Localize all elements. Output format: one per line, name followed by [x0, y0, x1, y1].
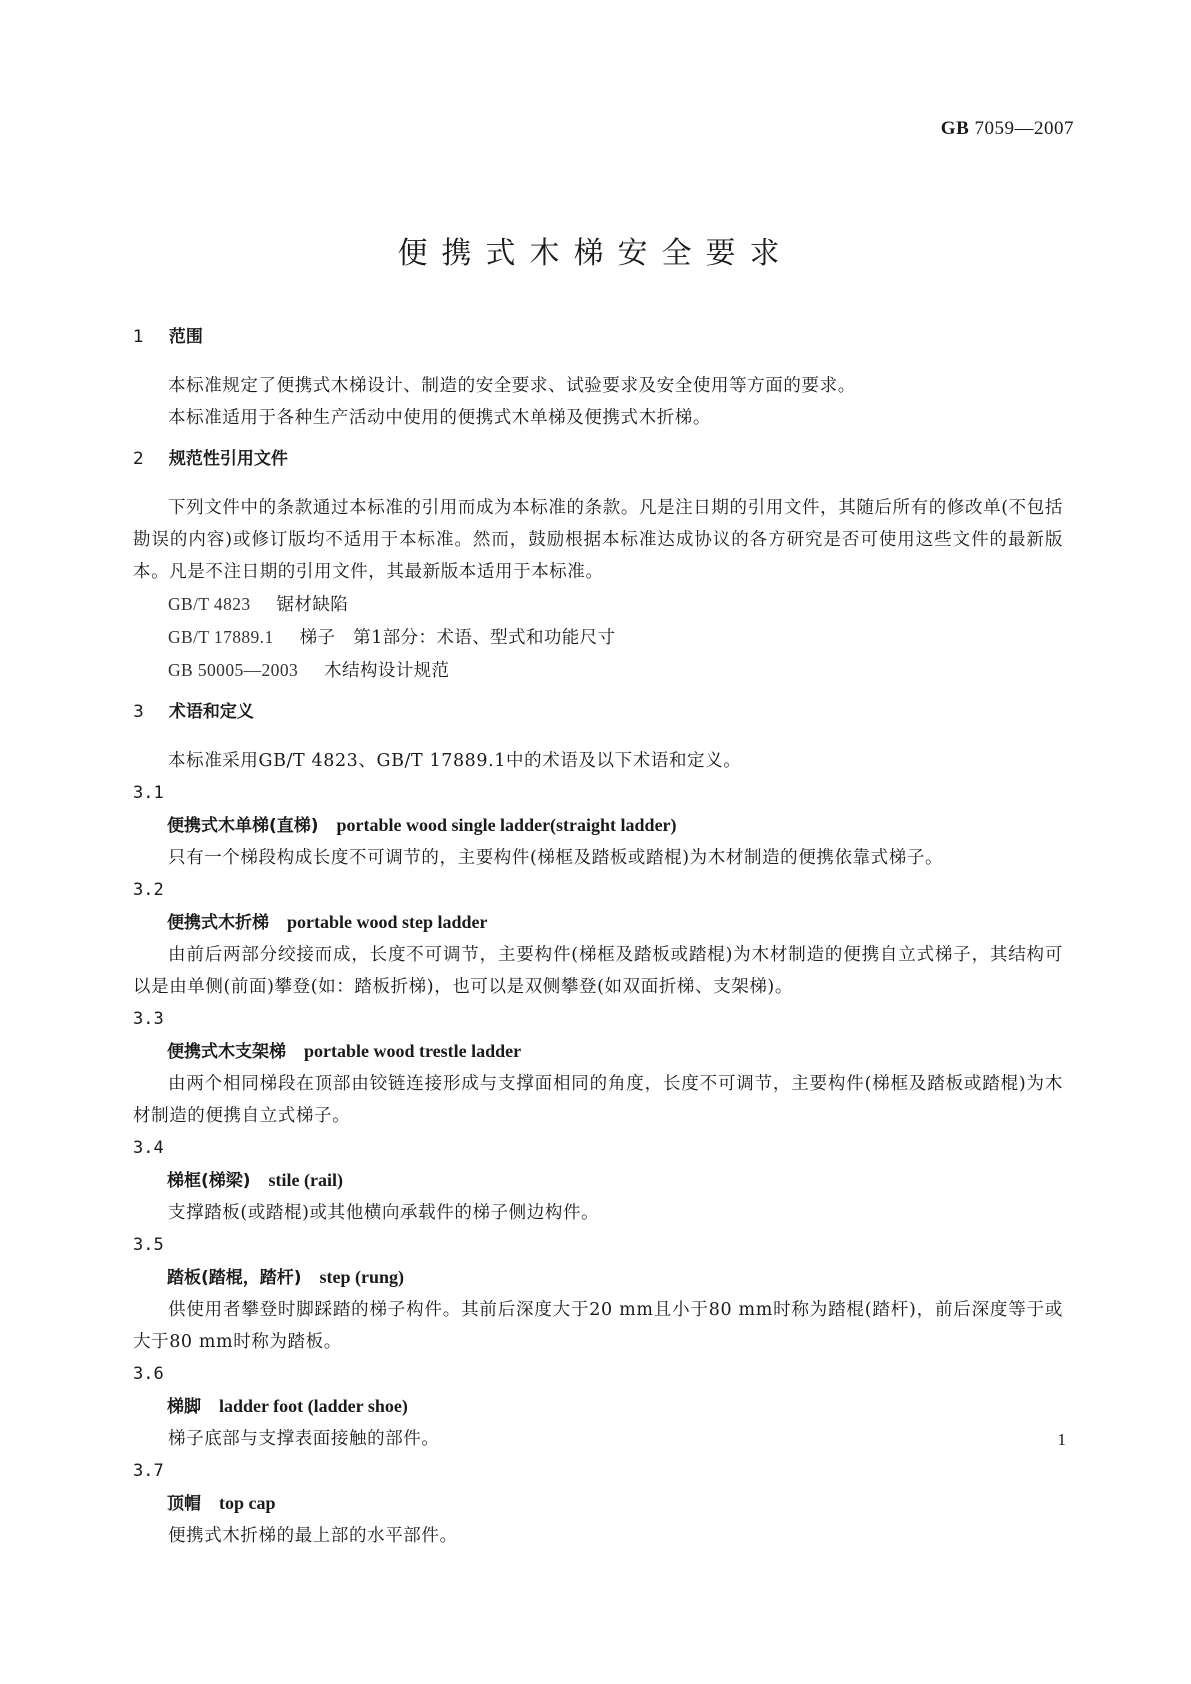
- term-name: [133, 1035, 1063, 1068]
- term-zh: 便携式木折梯: [167, 913, 269, 933]
- paragraph: 本标准规定了便携式木梯设计、制造的安全要求、试验要求及安全使用等方面的要求。: [168, 376, 856, 396]
- paragraph: 下列文件中的条款通过本标准的引用而成为本标准的条款。凡是注日期的引用文件，其随后所有的修改单(不包括勘误的内容)或修订版均不适用于本标准。然而，鼓励根据本标准达成协议的各方研究是否可使用这些文件的最新版本。凡是不注日期的引用文件，其最新版本适用于本标准。: [133, 498, 1063, 582]
- section-number: 3: [133, 702, 144, 722]
- section-number: 2: [133, 449, 144, 469]
- term-definition: 便携式木折梯的最上部的水平部件。: [168, 1526, 458, 1546]
- term-name: [133, 906, 1063, 939]
- term-name: [133, 1261, 1063, 1294]
- section-1-heading: [133, 322, 1063, 352]
- term-zh: 梯框(梯梁): [167, 1171, 251, 1191]
- term-zh: 踏板(踏棍，踏杆): [167, 1268, 302, 1288]
- term-en: ladder foot (ladder shoe): [219, 1396, 408, 1416]
- term-zh: 顶帽: [167, 1494, 201, 1514]
- paragraph: 本标准采用GB/T 4823、GB/T 17889.1中的术语及以下术语和定义。: [168, 751, 742, 771]
- section-3-heading: [133, 697, 1063, 727]
- term-number: 3.6: [133, 1364, 164, 1384]
- section-title: 规范性引用文件: [168, 449, 288, 469]
- term-en: stile (rail): [268, 1170, 344, 1190]
- paragraph: 本标准适用于各种生产活动中使用的便携式木单梯及便携式木折梯。: [168, 408, 711, 428]
- term-en: portable wood single ladder(straight ladder): [336, 815, 677, 835]
- term-zh: 梯脚: [167, 1397, 201, 1417]
- reference-item: [133, 588, 1063, 621]
- term-number: 3.3: [133, 1009, 164, 1029]
- document-body: [133, 322, 1063, 1552]
- term-en: portable wood step ladder: [287, 912, 488, 932]
- term-definition: 只有一个梯段构成长度不可调节的，主要构件(梯框及踏板或踏棍)为木材制造的便携依靠式梯子。: [168, 848, 944, 868]
- page-number: 1: [1057, 1430, 1066, 1449]
- reference-name: 木结构设计规范: [324, 661, 450, 681]
- term-number: 3.4: [133, 1138, 164, 1158]
- standard-code: 7059—2007: [974, 118, 1074, 139]
- reference-name: 梯子 第1部分：术语、型式和功能尺寸: [299, 628, 616, 648]
- document-title: 便携式木梯安全要求: [397, 236, 794, 271]
- term-en: portable wood trestle ladder: [304, 1041, 522, 1061]
- standard-number: [941, 118, 1074, 140]
- term-zh: 便携式木单梯(直梯): [167, 816, 319, 836]
- term-zh: 便携式木支架梯: [167, 1042, 286, 1062]
- standard-prefix: GB: [940, 118, 970, 139]
- section-title: 范围: [168, 327, 203, 347]
- term-definition: 供使用者攀登时脚踩踏的梯子构件。其前后深度大于20 mm且小于80 mm时称为踏棍(踏杆)，前后深度等于或大于80 mm时称为踏板。: [133, 1300, 1063, 1352]
- term-definition: 支撑踏板(或踏棍)或其他横向承载件的梯子侧边构件。: [168, 1203, 600, 1223]
- reference-item: [133, 654, 1063, 687]
- term-en: top cap: [219, 1493, 276, 1513]
- section-2-heading: [133, 444, 1063, 474]
- reference-name: 锯材缺陷: [276, 595, 349, 615]
- term-name: [133, 1487, 1063, 1520]
- reference-code: GB 50005—2003: [168, 660, 299, 680]
- term-definition: 由两个相同梯段在顶部由铰链连接形成与支撑面相同的角度，长度不可调节，主要构件(梯框及踏板或踏棍)为木材制造的便携自立式梯子。: [133, 1074, 1063, 1126]
- term-number: 3.1: [133, 783, 164, 803]
- term-definition: 梯子底部与支撑表面接触的部件。: [168, 1429, 440, 1449]
- term-number: 3.5: [133, 1235, 164, 1255]
- reference-item: [133, 621, 1063, 654]
- term-en: step (rung): [319, 1267, 405, 1287]
- term-name: [133, 1390, 1063, 1423]
- term-number: 3.2: [133, 880, 164, 900]
- section-number: 1: [133, 327, 144, 347]
- section-title: 术语和定义: [168, 702, 254, 722]
- term-number: 3.7: [133, 1461, 164, 1481]
- term-definition: 由前后两部分绞接而成，长度不可调节，主要构件(梯框及踏板或踏棍)为木材制造的便携自立式梯子，其结构可以是由单侧(前面)攀登(如：踏板折梯)，也可以是双侧攀登(如双面折梯、支架梯)。: [133, 945, 1063, 997]
- term-name: [133, 1164, 1063, 1197]
- reference-code: GB/T 17889.1: [168, 627, 274, 647]
- term-name: [133, 809, 1063, 842]
- reference-code: GB/T 4823: [168, 594, 251, 614]
